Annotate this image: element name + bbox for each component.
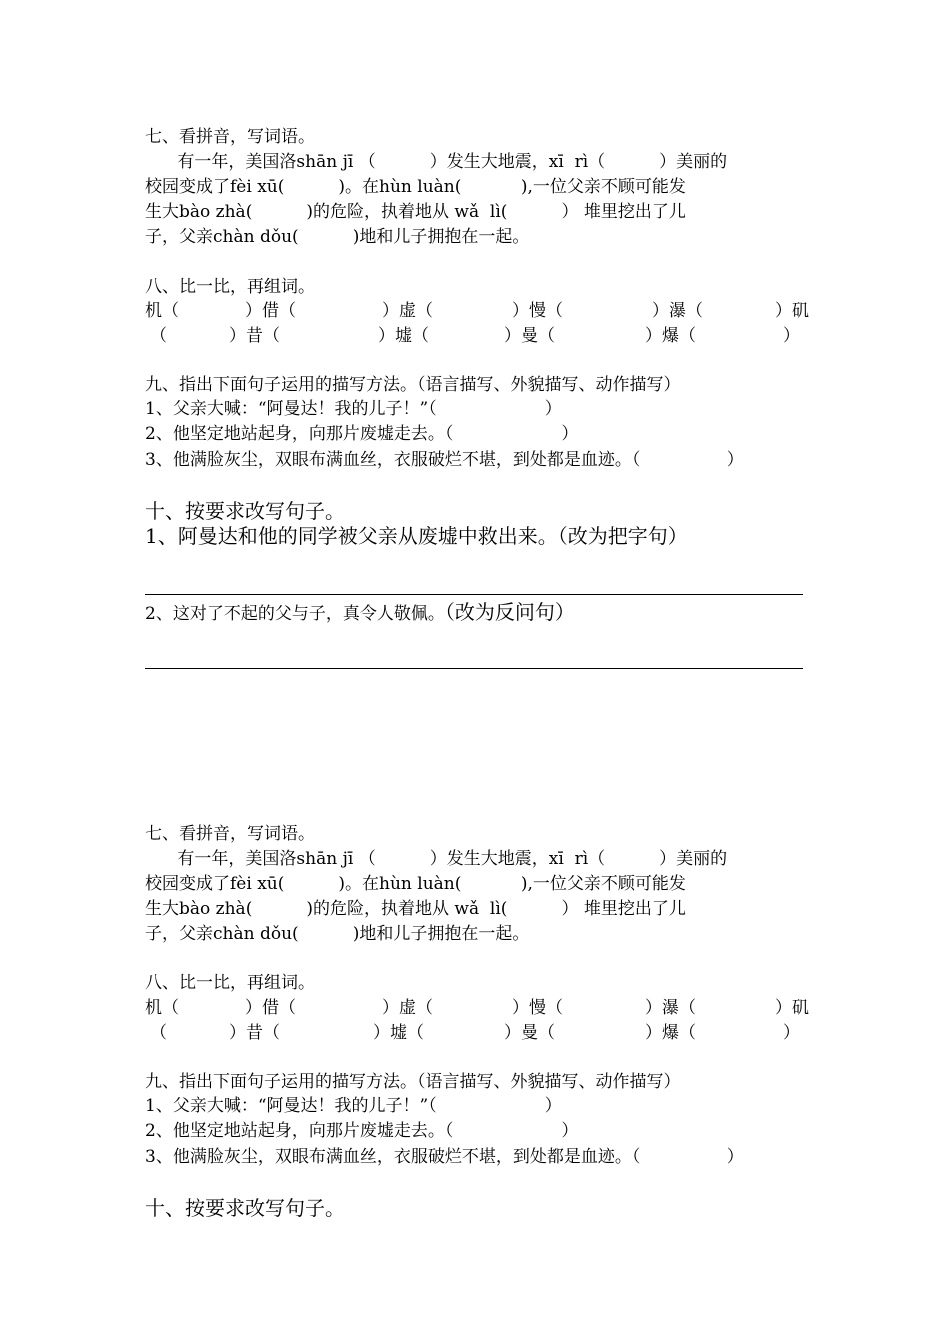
compare-cell: ）爆（ — [645, 326, 696, 346]
section-8-title: 八、比一比，再组词。 — [145, 973, 315, 993]
compare-cell: ）虚（ — [382, 301, 433, 321]
section-7-line: 有一年，美国洛shān jī （ ）发生大地震，xī rì（ ）美丽的 — [145, 152, 728, 172]
compare-cell: ）曼（ — [504, 326, 555, 346]
compare-cell: ）矶 — [775, 998, 809, 1018]
compare-cell: 机（ — [145, 301, 179, 321]
compare-cell: ）借（ — [245, 301, 296, 321]
compare-cell: ） — [783, 1023, 800, 1043]
section-10-question-2 — [145, 599, 575, 625]
section-7-line: 有一年，美国洛shān jī （ ）发生大地震，xī rì（ ）美丽的 — [145, 849, 728, 869]
compare-cell: （ — [150, 326, 167, 346]
section-9-line: 3、他满脸灰尘，双眼布满血丝，衣服破烂不堪，到处都是血迹。（ ） — [145, 1147, 744, 1167]
section-9-line: 3、他满脸灰尘，双眼布满血丝，衣服破烂不堪，到处都是血迹。（ ） — [145, 450, 744, 470]
compare-cell: ） — [783, 326, 800, 346]
compare-cell: ）墟（ — [373, 1023, 424, 1043]
section-9-line: 1、父亲大喊：“阿曼达！我的儿子！”（ ） — [145, 1096, 562, 1116]
compare-row-2 — [145, 325, 810, 347]
compare-cell: ）昔（ — [229, 1023, 280, 1043]
section-7-line: 校园变成了fèi xū( )。在hùn luàn( ),一位父亲不顾可能发 — [145, 177, 686, 197]
section-10-title: 十、按要求改写句子。 — [145, 1196, 345, 1220]
question-2-text: 2、这对了不起的父与子，真令人敬佩。 — [145, 604, 445, 624]
section-7-title: 七、看拼音，写词语。 — [145, 824, 315, 844]
section-7-line: 生大bào zhà( )的危险，执着地从 wǎ lì( ） 堆里挖出了儿 — [145, 899, 686, 919]
compare-cell: ）矶 — [775, 301, 809, 321]
compare-cell: ）曼（ — [504, 1023, 555, 1043]
compare-cell: ）慢（ — [512, 301, 563, 321]
section-10-title: 十、按要求改写句子。 — [145, 499, 345, 523]
answer-line — [145, 594, 803, 595]
section-7-title: 七、看拼音，写词语。 — [145, 127, 315, 147]
section-9-title: 九、指出下面句子运用的描写方法。（语言描写、外貌描写、动作描写） — [145, 375, 681, 395]
compare-cell: ）墟（ — [378, 326, 429, 346]
compare-cell: 机（ — [145, 998, 179, 1018]
compare-cell: ）虚（ — [382, 998, 433, 1018]
section-7-line: 子，父亲chàn dǒu( )地和儿子拥抱在一起。 — [145, 227, 530, 247]
section-7-line: 生大bào zhà( )的危险，执着地从 wǎ lì( ） 堆里挖出了儿 — [145, 202, 686, 222]
question-2-instruction: （改为反问句） — [444, 600, 575, 624]
compare-cell: （ — [150, 1023, 167, 1043]
answer-line — [145, 668, 803, 669]
compare-cell: ）瀑（ — [645, 998, 696, 1018]
compare-cell: ）瀑（ — [652, 301, 703, 321]
compare-row-1 — [145, 300, 810, 322]
section-9-line: 2、他坚定地站起身，向那片废墟走去。（ ） — [145, 424, 579, 444]
compare-row-1 — [145, 997, 810, 1019]
compare-cell: ）爆（ — [645, 1023, 696, 1043]
section-8-title: 八、比一比，再组词。 — [145, 277, 315, 297]
compare-cell: ）昔（ — [229, 326, 280, 346]
section-7-line: 校园变成了fèi xū( )。在hùn luàn( ),一位父亲不顾可能发 — [145, 874, 686, 894]
section-9-title: 九、指出下面句子运用的描写方法。（语言描写、外貌描写、动作描写） — [145, 1072, 681, 1092]
section-9-line: 1、父亲大喊：“阿曼达！我的儿子！”（ ） — [145, 399, 562, 419]
compare-cell: ）借（ — [245, 998, 296, 1018]
section-9-line: 2、他坚定地站起身，向那片废墟走去。（ ） — [145, 1121, 579, 1141]
section-7-line: 子，父亲chàn dǒu( )地和儿子拥抱在一起。 — [145, 924, 530, 944]
section-10-question-1: 1、阿曼达和他的同学被父亲从废墟中救出来。（改为把字句） — [145, 524, 688, 548]
compare-row-2 — [145, 1022, 810, 1044]
compare-cell: ）慢（ — [512, 998, 563, 1018]
